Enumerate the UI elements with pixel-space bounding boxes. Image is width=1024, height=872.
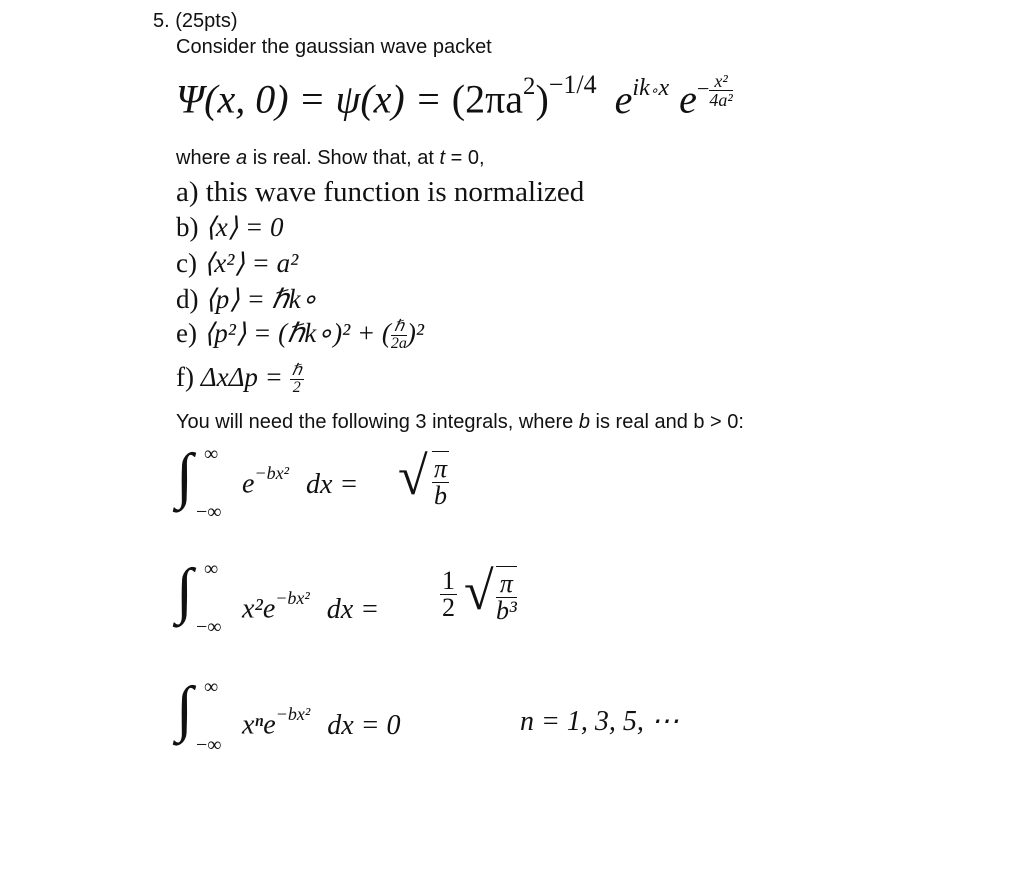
part-a: a) this wave function is normalized [176, 176, 585, 208]
wavefunction-base: (2πa [451, 76, 524, 122]
part-b: b) ⟨x⟩ = 0 [176, 212, 284, 242]
problem-number: 5. (25pts) [153, 10, 238, 32]
wavefunction-lhs: Ψ(x, 0) = ψ(x) = [176, 76, 442, 122]
part-d: d) ⟨p⟩ = ℏk∘ [176, 284, 318, 314]
wavefunction-equation: Ψ(x, $0) = \psi(x) = (2\pi a^2)^{-1/4}$ $e^{ik\circ x}$ $e^{- \frac{\text{x²}}{\text{4a²}}}$ [176, 70, 733, 122]
integral-3-note: n = 1, 3, 5, ⋯ [520, 706, 679, 737]
condition-line: where a is real. Show that, at t = 0, [176, 147, 485, 169]
part-c: c) ⟨x²⟩ = a² [176, 248, 299, 278]
part-e: e) ⟨p²⟩ = (ℏk∘)² + ( $\frac{\text{ℏ}}{2a}$ )² [176, 318, 424, 353]
part-f: f) ΔxΔp = $\frac{\text{ℏ}}{2}$ [176, 362, 302, 397]
problem-intro: Consider the gaussian wave packet [176, 36, 492, 58]
wavefunction-power: −1/4 [548, 70, 597, 99]
integrals-intro: You will need the following 3 integrals, where b is real and b > 0: [176, 411, 744, 433]
